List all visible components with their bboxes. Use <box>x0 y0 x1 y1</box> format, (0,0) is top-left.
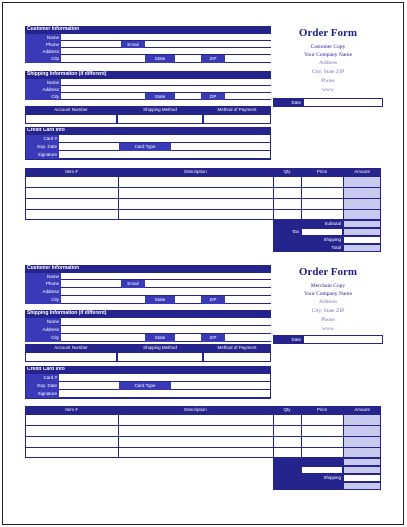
zip-label: ZIP <box>201 55 225 63</box>
state-field[interactable] <box>175 55 201 63</box>
ship-address-label: Address <box>25 326 61 334</box>
city-label: City <box>25 296 61 304</box>
city-field[interactable] <box>61 296 145 304</box>
col-description-header: Description <box>118 406 273 414</box>
ship-state-label: State <box>145 334 175 342</box>
ship-name-field[interactable] <box>61 79 271 86</box>
address-field[interactable] <box>61 288 271 296</box>
total-value[interactable] <box>343 244 381 252</box>
ship-city-label: City <box>25 334 61 342</box>
shipping-value[interactable] <box>343 236 381 244</box>
address-label: Address <box>25 288 61 296</box>
col-item-header: Item # <box>25 406 118 414</box>
shipping-method-field[interactable] <box>117 352 203 362</box>
name-field[interactable] <box>61 34 271 41</box>
company-web: www <box>322 326 334 332</box>
col-item-header: Item # <box>25 168 118 176</box>
credit-card-header: Credit Card Info <box>25 127 271 135</box>
ship-address-label: Address <box>25 86 61 93</box>
email-field[interactable] <box>145 41 271 48</box>
form-title: Order Form <box>298 27 358 39</box>
ship-city-label: City <box>25 93 61 100</box>
company-name: Your Company Name <box>303 291 353 297</box>
name-label: Name <box>25 273 61 280</box>
ship-state-field[interactable] <box>175 93 201 100</box>
shipping-info-header: Shipping Information (if different) <box>25 310 271 318</box>
phone-label: Phone <box>25 280 61 288</box>
col-amount-header: Amount <box>343 406 381 414</box>
date-field[interactable] <box>303 98 383 107</box>
card-number-label: Card # <box>25 135 59 143</box>
name-label: Name <box>25 34 61 41</box>
exp-date-label: Exp. Date <box>25 143 59 151</box>
tax-value[interactable] <box>343 466 381 474</box>
company-web: www <box>322 87 334 93</box>
tax-label: Tax <box>273 228 301 236</box>
date-label: Date <box>273 335 303 344</box>
credit-card-border <box>25 366 271 399</box>
shipping-value[interactable] <box>343 474 381 482</box>
payment-method-field[interactable] <box>203 114 271 124</box>
col-price-header: Price <box>301 406 343 414</box>
table-row[interactable] <box>25 176 118 220</box>
email-label: Email <box>121 41 145 48</box>
state-label: State <box>145 55 175 63</box>
ship-address-field[interactable] <box>61 86 271 93</box>
shipping-label: Shipping <box>273 236 343 244</box>
ship-name-label: Name <box>25 79 61 86</box>
ship-name-label: Name <box>25 318 61 326</box>
customer-info-header: Customer Information <box>25 265 271 273</box>
account-number-header: Account Number <box>25 344 117 352</box>
items-table-body <box>25 414 381 458</box>
state-field[interactable] <box>175 296 201 304</box>
shipping-method-header: Shipping Method <box>117 344 203 352</box>
company-phone: Phone <box>321 78 335 84</box>
company-phone: Phone <box>321 317 335 323</box>
name-field[interactable] <box>61 273 271 280</box>
city-label: City <box>25 55 61 63</box>
address-field[interactable] <box>61 48 271 55</box>
ship-city-field[interactable] <box>61 93 145 100</box>
total-label: Total <box>273 244 343 252</box>
col-description-header: Description <box>118 168 273 176</box>
phone-field[interactable] <box>61 41 121 48</box>
tax-value[interactable] <box>343 228 381 236</box>
ship-state-label: State <box>145 93 175 100</box>
company-address: Address <box>318 299 338 305</box>
card-type-label: Card Type <box>119 143 171 151</box>
shipping-info-header: Shipping Information (if different) <box>25 71 271 79</box>
company-address: Address <box>318 60 338 66</box>
phone-field[interactable] <box>61 280 121 288</box>
customer-info-header: Customer Information <box>25 26 271 34</box>
ship-address-field[interactable] <box>61 326 271 334</box>
account-number-field[interactable] <box>25 114 117 124</box>
subtotal-value[interactable] <box>343 220 381 228</box>
date-field[interactable] <box>303 335 383 344</box>
account-number-field[interactable] <box>25 352 117 362</box>
date-label: Date <box>273 98 303 107</box>
col-qty-header: Qty <box>273 406 301 414</box>
tax-rate-field[interactable] <box>301 466 343 474</box>
ship-zip-label: ZIP <box>201 93 225 100</box>
zip-label: ZIP <box>201 296 225 304</box>
order-form-page <box>2 2 404 525</box>
ship-name-field[interactable] <box>61 318 271 326</box>
email-label: Email <box>121 280 145 288</box>
shipping-label: Shipping <box>273 474 343 482</box>
tax-label <box>273 466 301 474</box>
col-amount-header: Amount <box>343 168 381 176</box>
company-city: City, State ZIP <box>311 69 345 75</box>
credit-card-border <box>25 127 271 160</box>
ship-zip-field[interactable] <box>225 93 271 100</box>
card-number-label: Card # <box>25 374 59 382</box>
copy-label: Merchant Copy <box>310 283 346 289</box>
shipping-method-field[interactable] <box>117 114 203 124</box>
ship-state-field[interactable] <box>175 334 201 342</box>
credit-card-header: Credit Card Info <box>25 366 271 374</box>
account-number-header: Account Number <box>25 106 117 114</box>
company-city: City, State ZIP <box>311 308 345 314</box>
email-field[interactable] <box>145 280 271 288</box>
subtotal-value[interactable] <box>343 458 381 466</box>
copy-label: Customer Copy <box>310 44 346 50</box>
zip-field[interactable] <box>225 55 271 63</box>
ship-zip-label: ZIP <box>201 334 225 342</box>
total-label <box>273 482 343 490</box>
company-name: Your Company Name <box>303 52 353 58</box>
total-value[interactable] <box>343 482 381 490</box>
col-qty-header: Qty <box>273 168 301 176</box>
exp-date-label: Exp. Date <box>25 382 59 390</box>
ship-city-field[interactable] <box>61 334 145 342</box>
shipping-method-header: Shipping Method <box>117 106 203 114</box>
signature-label: Signature <box>25 390 59 398</box>
form-title: Order Form <box>298 266 358 278</box>
address-label: Address <box>25 48 61 55</box>
phone-label: Phone <box>25 41 61 48</box>
payment-method-header: Method of Payment <box>203 106 271 114</box>
payment-method-header: Method of Payment <box>203 344 271 352</box>
signature-label: Signature <box>25 151 59 159</box>
state-label: State <box>145 296 175 304</box>
card-type-label: Card Type <box>119 382 171 390</box>
col-price-header: Price <box>301 168 343 176</box>
subtotal-label: Subtotal <box>273 220 343 228</box>
city-field[interactable] <box>61 55 145 63</box>
payment-method-field[interactable] <box>203 352 271 362</box>
tax-rate-field[interactable] <box>301 228 343 236</box>
subtotal-label <box>273 458 343 466</box>
zip-field[interactable] <box>225 296 271 304</box>
ship-zip-field[interactable] <box>225 334 271 342</box>
